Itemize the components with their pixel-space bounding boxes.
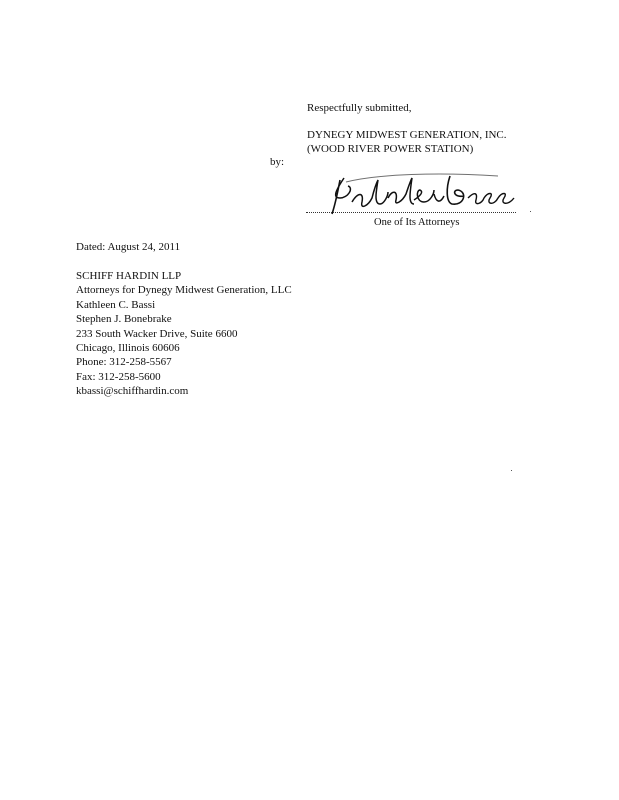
firm-fax: Fax: 312-258-5600 — [76, 370, 161, 383]
company-station: (WOOD RIVER POWER STATION) — [307, 143, 474, 155]
by-label: by: — [270, 156, 285, 168]
closing-text: Respectfully submitted, — [307, 102, 412, 114]
firm-email: kbassi@schiffhardin.com — [76, 385, 189, 398]
firm-address: 233 South Wacker Drive, Suite 6600 — [76, 327, 238, 340]
firm-signature-block — [76, 269, 292, 399]
dated-line: Dated: August 24, 2011 — [76, 241, 181, 253]
signature-line — [306, 212, 516, 213]
scan-speck — [530, 211, 531, 212]
firm-client: Attorneys for Dynegy Midwest Generation, LLC — [76, 284, 292, 297]
firm-city: Chicago, Illinois 60606 — [76, 342, 180, 355]
scan-speck — [511, 470, 512, 471]
signature-caption: One of Its Attorneys — [374, 217, 460, 228]
company-name: DYNEGY MIDWEST GENERATION, INC. — [307, 129, 507, 141]
firm-attorney-1: Kathleen C. Bassi — [76, 298, 156, 311]
firm-name: SCHIFF HARDIN LLP — [76, 270, 182, 282]
firm-attorney-2: Stephen J. Bonebrake — [76, 313, 172, 326]
firm-phone: Phone: 312-258-5567 — [76, 356, 172, 369]
